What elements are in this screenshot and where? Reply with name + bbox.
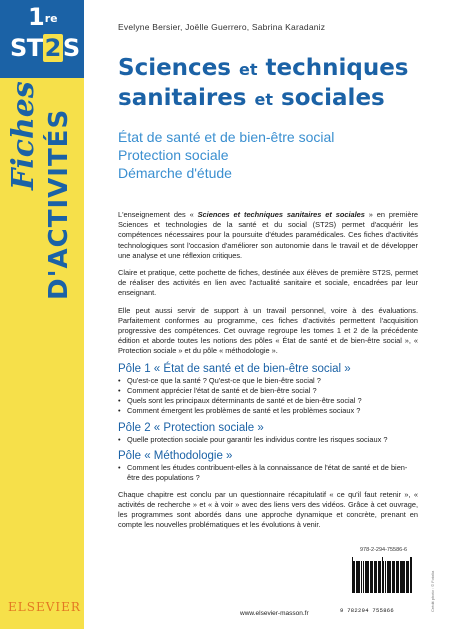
program-badge: ST2S [10,34,80,62]
intro-paragraph-3: Elle peut aussi servir de support à un travail personnel, voire à des évaluations. Parfaitement conformes au programme, ces fiches d'activités permettent l'acquisition progressive des compétences. Cet ouvrage regroupe les tomes 1 et 2 de la précédente édition et aborde toutes les notions des pôles « État de santé et de bien-être social », « Protection sociale » et du pôle « méthodologie ». [118,305,418,356]
barcode-bar [393,561,395,593]
subtitle-2: Protection sociale [118,147,229,163]
barcode-bar [397,561,398,593]
barcode-bar [383,561,384,593]
series-title-fiches: Fiches [6,81,41,190]
subtitles [118,128,438,182]
subtitle-3: Démarche d'étude [118,165,232,181]
barcode-number: 9 782294 755866 [340,607,395,614]
pole-2-list [118,435,418,445]
authors: Evelyne Bersier, Joëlle Guerrero, Sabrina Karadaniz [118,22,326,32]
subtitle-1: État de santé et de bien-être social [118,129,335,145]
barcode-bar [387,561,388,593]
barcode-bar [404,561,405,593]
barcode-bar [365,561,366,593]
list-item: • Comment apprécier l'état de santé et de bien-être social ? [118,386,418,396]
barcode [352,555,412,593]
level-badge-area [0,0,84,78]
closing-paragraph: Chaque chapitre est conclu par un questionnaire récapitulatif « ce qu'il faut retenir », « activités de recherche » et « à voir » avec des liens vers des vidéos. Grâce à cet ouvrage, les programmes sont abordés dans une approche dynamique et concrète, prenant en compte les nouvelles problématiques et les évolutions à venir. [118,489,418,530]
pole-1-list [118,376,418,417]
list-item: • Comment émergent les problèmes de santé et les problèmes sociaux ? [118,406,418,416]
barcode-bar [390,561,391,593]
list-item: • Qu'est-ce que la santé ? Qu'est-ce que le bien-être social ? [118,376,418,386]
intro-paragraph-2: Claire et pratique, cette pochette de fiches, destinée aux élèves de première ST2S, permet de réaliser des activités en lien avec l'actualité sanitaire et sociale, encadrées par leur enseignant. [118,268,418,298]
barcode-bar [410,557,411,593]
isbn: 978-2-294-75586-6 [360,547,408,553]
vertical-series-title [6,81,80,300]
barcode-bar [353,561,354,593]
barcode-bar [379,561,381,593]
level-badge: 1re [28,3,58,31]
list-item: • Quels sont les principaux déterminants de santé et de bien-être social ? [118,396,418,406]
publisher-logo: ELSEVIER [8,600,81,614]
pole-1-title: Pôle 1 « État de santé et de bien-être social » [118,362,351,375]
list-item: • Comment les études contribuent-elles à la connaissance de l'état de santé et de bien-être des populations ? [118,463,418,483]
barcode-bar [375,561,376,593]
pole-methodologie-title: Pôle « Méthodologie » [118,450,233,463]
barcode-bar [361,561,362,593]
pole-2-title: Pôle 2 « Protection sociale » [118,421,264,434]
publisher-website[interactable]: www.elsevier-masson.fr [240,610,309,617]
list-item: • Quelle protection sociale pour garantir les individus contre les risques sociaux ? [118,435,418,445]
barcode-bar [408,561,409,593]
intro-paragraph-1: L'enseignement des « Sciences et techniques sanitaires et sociales » en première Sciences et technologies de la santé et du social (ST2S) permet d'acquérir les compétences nécessaires pour la poursuite d'études paramédicales. Ces fiches d'activités technologiques sont l'occasion d'améliorer son autonomie dans le travail et de développer une analyse et une réflexion critiques. [118,210,419,260]
back-cover-text [118,210,418,537]
book-title: Sciences et techniques sanitaires et sociales [118,55,409,111]
barcode-bar [401,561,402,593]
series-title-activites: D'ACTIVITÉS [44,108,74,300]
barcode-bar [357,561,358,593]
pole-methodologie-list [118,463,418,483]
photo-credit: Crédit photo : © Fotolia [430,570,435,612]
barcode-bar [367,561,368,593]
barcode-bar [372,561,373,593]
